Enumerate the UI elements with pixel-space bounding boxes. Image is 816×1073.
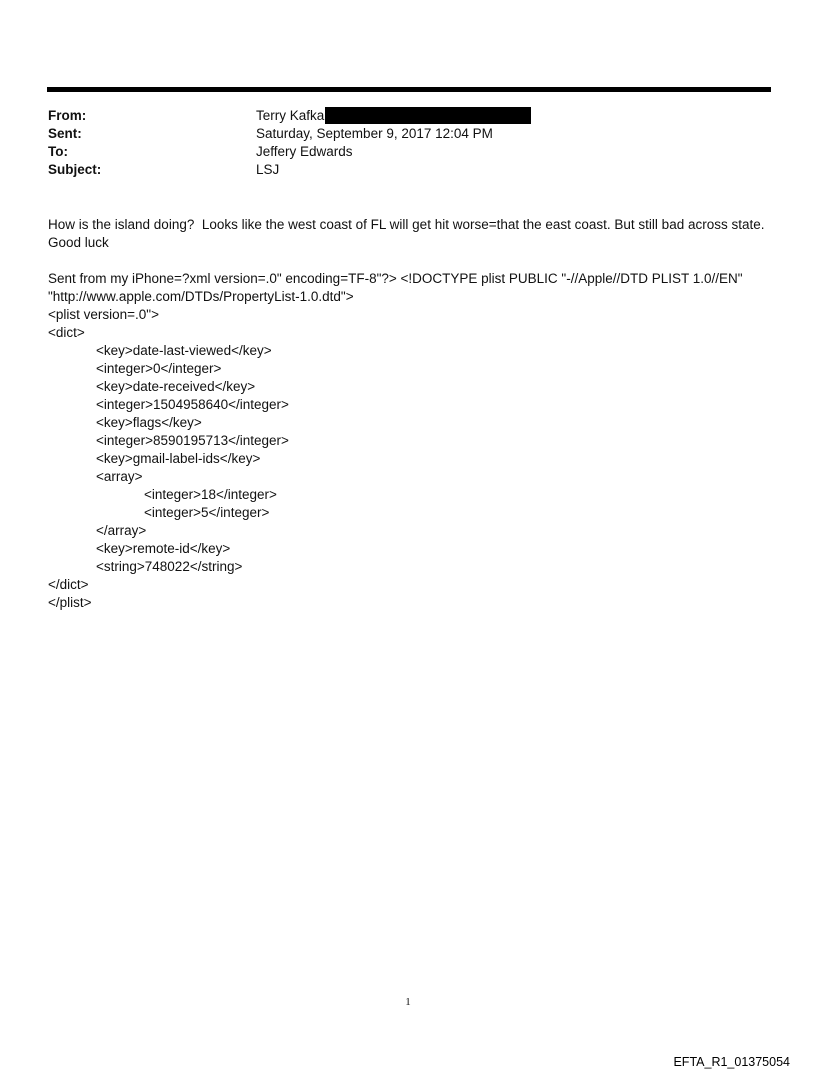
plist-line: <integer>18</integer> (144, 487, 277, 502)
email-body (48, 216, 772, 612)
email-header (48, 107, 768, 179)
plist-line: <integer>0</integer> (96, 361, 222, 376)
plist-line: <key>date-last-viewed</key> (96, 343, 272, 358)
plist-line: <integer>5</integer> (144, 505, 270, 520)
sent-label: Sent: (48, 126, 82, 141)
sent-row (48, 125, 768, 143)
body-paragraph-line: Good luck (48, 235, 109, 250)
plist-line: <plist version=.0"> (48, 307, 159, 322)
from-value-container (256, 107, 768, 125)
subject-label: Subject: (48, 162, 102, 177)
plist-line: <integer>8590195713</integer> (96, 433, 289, 448)
plist-line: <key>gmail-label-ids</key> (96, 451, 261, 466)
to-label: To: (48, 144, 68, 159)
plist-line: <key>date-received</key> (96, 379, 256, 394)
plist-line: </plist> (48, 595, 92, 610)
plist-line: <key>flags</key> (96, 415, 202, 430)
plist-line: </dict> (48, 577, 89, 592)
header-rule (47, 87, 771, 92)
paragraph-spacer (48, 252, 772, 270)
signature-line: Sent from my iPhone=?xml version=.0" encoding=TF-8"?> <!DOCTYPE plist PUBLIC "-//Apple//DTD PLIST 1.0//EN" (48, 271, 743, 286)
to-value: Jeffery Edwards (256, 144, 353, 159)
from-label: From: (48, 108, 87, 123)
plist-line: <dict> (48, 325, 85, 340)
from-value: Terry Kafka (256, 108, 325, 123)
from-row (48, 107, 768, 125)
plist-line: </array> (96, 523, 147, 538)
sent-value: Saturday, September 9, 2017 12:04 PM (256, 126, 493, 141)
bates-number: EFTA_R1_01375054 (673, 1055, 790, 1069)
subject-row (48, 161, 768, 179)
signature-line: "http://www.apple.com/DTDs/PropertyList-1.0.dtd"> (48, 289, 354, 304)
body-paragraph-line: How is the island doing? Looks like the west coast of FL will get hit worse=that the east coast. But still bad across state. (48, 217, 765, 232)
plist-line: <key>remote-id</key> (96, 541, 231, 556)
plist-line: <array> (96, 469, 143, 484)
page-number: 1 (405, 996, 411, 1008)
plist-line: <integer>1504958640</integer> (96, 397, 289, 412)
to-row (48, 143, 768, 161)
subject-value: LSJ (256, 162, 280, 177)
redaction-box (325, 107, 531, 124)
plist-line: <string>748022</string> (96, 559, 243, 574)
